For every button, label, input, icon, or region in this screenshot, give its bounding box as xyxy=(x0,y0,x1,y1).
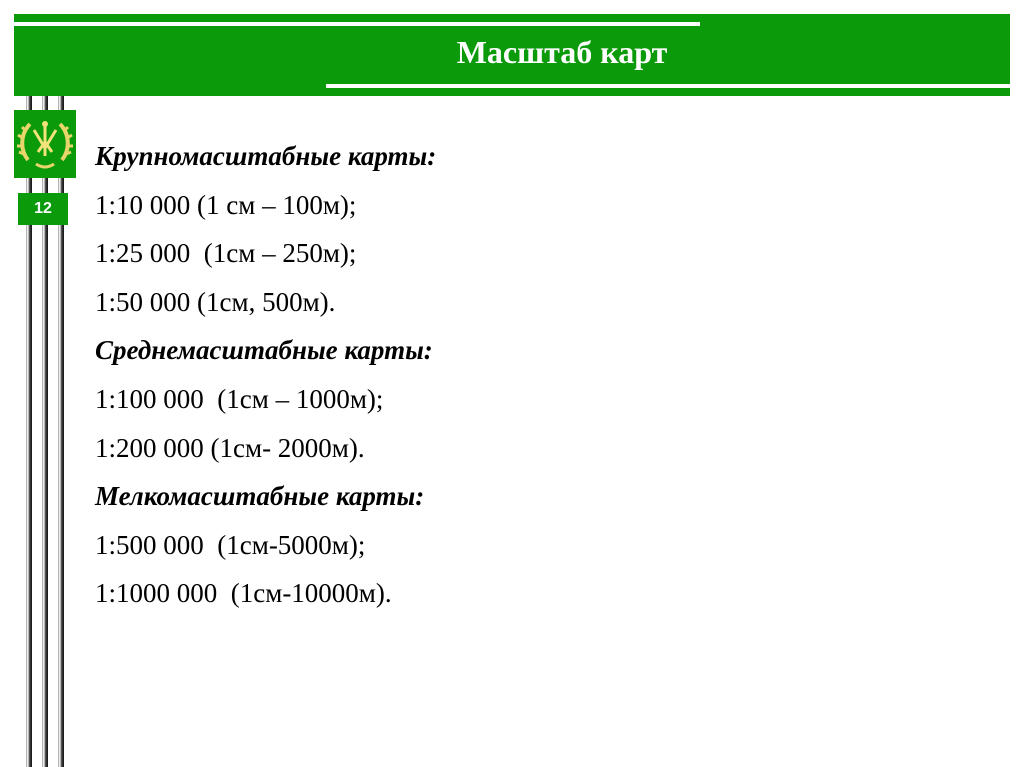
scale-item: 1:200 000 (1см- 2000м). xyxy=(95,432,365,463)
scale-item: 1:500 000 (1см-5000м); xyxy=(95,529,366,560)
slide-title: Масштаб карт xyxy=(456,34,668,70)
header-divider xyxy=(14,22,700,26)
slide-content xyxy=(95,132,975,618)
slide-number: 12 xyxy=(18,193,68,225)
scale-item: 1:25 000 (1см – 250м); xyxy=(95,238,357,269)
slide-header xyxy=(14,14,1010,96)
wheat-trident-emblem-icon xyxy=(14,110,76,178)
section-heading: Среднемасштабные карты: xyxy=(95,335,433,366)
section-heading: Крупномасштабные карты: xyxy=(95,141,437,171)
scale-item: 1:50 000 (1см, 500м). xyxy=(95,286,336,317)
scale-item: 1:10 000 (1 см – 100м); xyxy=(95,189,357,220)
scale-item: 1:1000 000 (1см-10000м). xyxy=(95,578,392,609)
header-divider xyxy=(326,84,1010,88)
section-heading: Мелкомасштабные карты: xyxy=(95,481,425,512)
scale-item: 1:100 000 (1см – 1000м); xyxy=(95,383,384,414)
